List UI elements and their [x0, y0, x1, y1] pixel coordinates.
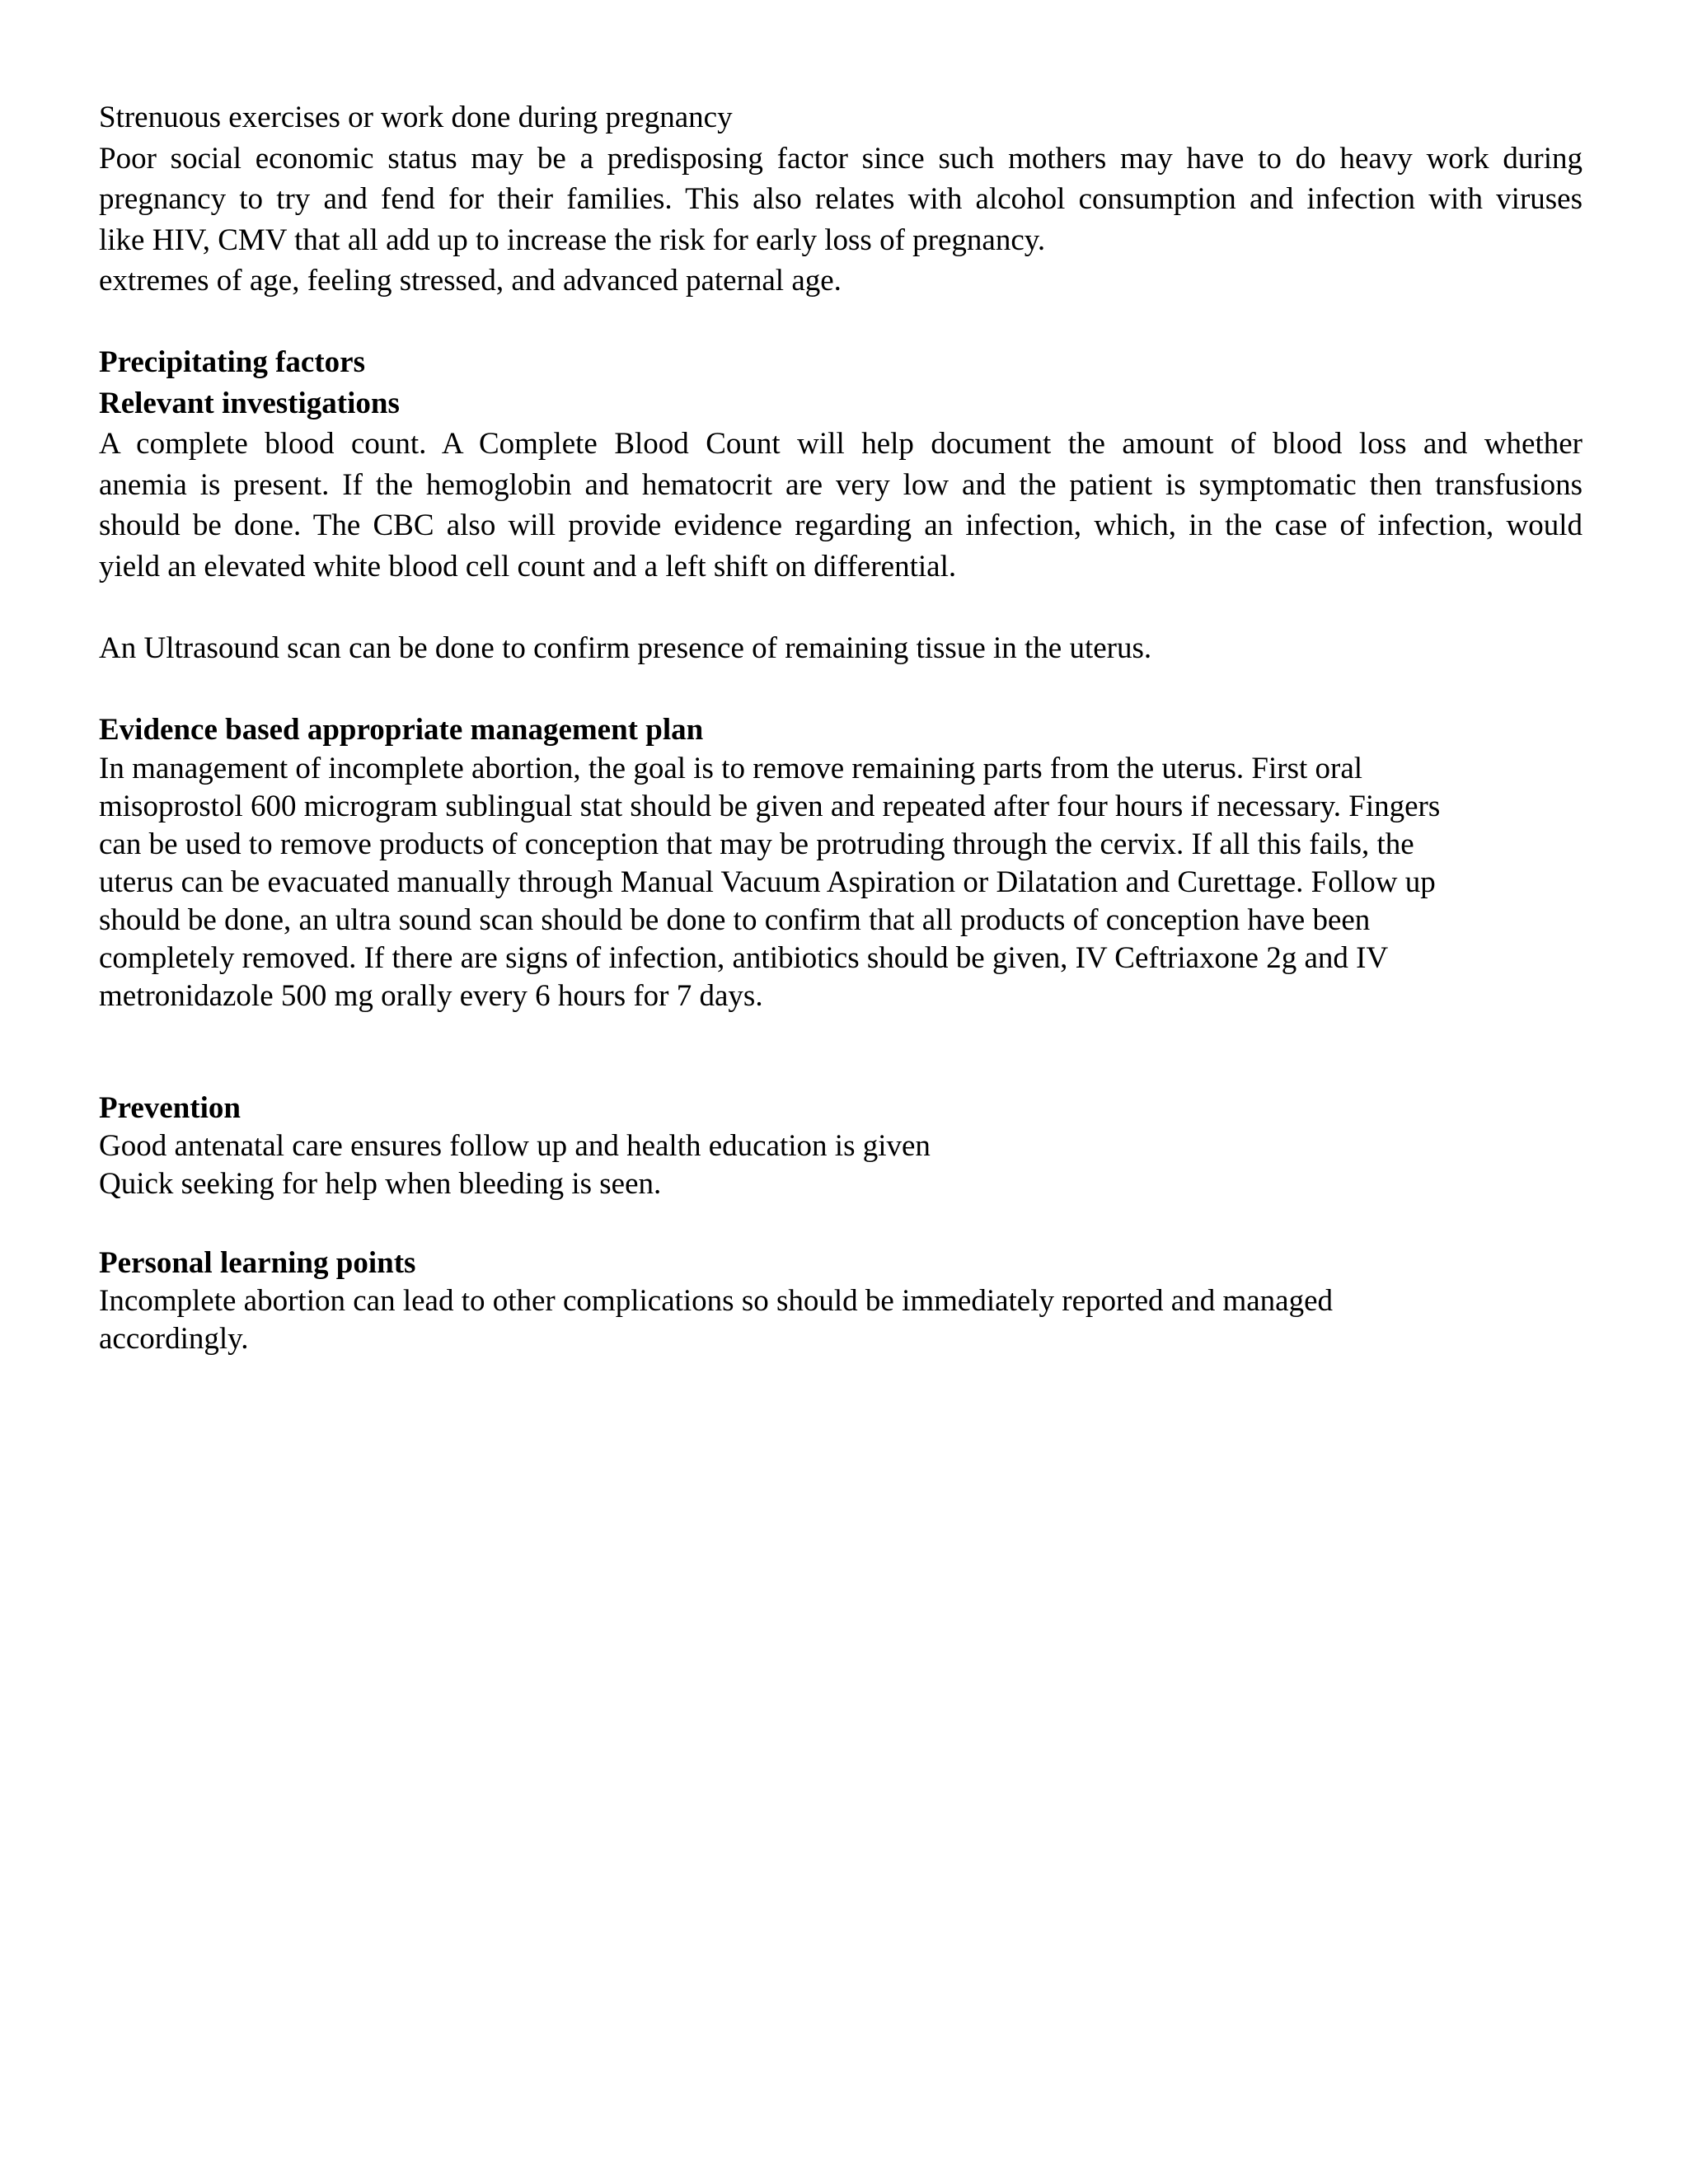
- document-page: [99, 97, 1582, 1358]
- investigations-section: [99, 383, 1582, 669]
- spacer: [99, 668, 1582, 710]
- risk-factors-section: [99, 97, 1582, 302]
- prevention-line-2: Quick seeking for help when bleeding is seen.: [99, 1167, 662, 1201]
- prevention-heading: Prevention: [99, 1091, 241, 1125]
- cbc-line-4: yield an elevated white blood cell count and a left shift on differential.: [99, 549, 957, 583]
- risk-line-3: pregnancy to try and fend for their families. This also relates with alcohol consumption and infection with viruses: [99, 182, 1582, 216]
- risk-line-1: Strenuous exercises or work done during pregnancy: [99, 101, 733, 134]
- management-line-3: can be used to remove products of conception that may be protruding through the cervix. If all this fails, the: [99, 827, 1414, 861]
- spacer: [99, 302, 1582, 343]
- management-line-5: should be done, an ultra sound scan should be done to confirm that all products of conception have been: [99, 903, 1371, 937]
- management-line-4: uterus can be evacuated manually through Manual Vacuum Aspiration or Dilatation and Curettage. Follow up: [99, 865, 1436, 899]
- management-line-6: completely removed. If there are signs of infection, antibiotics should be given, IV Ceftriaxone 2g and IV: [99, 941, 1389, 975]
- ultrasound-line: An Ultrasound scan can be done to confirm presence of remaining tissue in the uterus.: [99, 630, 1152, 665]
- risk-line-2: Poor social economic status may be a predisposing factor since such mothers may have to do heavy work during: [99, 141, 1582, 176]
- cbc-line-3: should be done. The CBC also will provide evidence regarding an infection, which, in the case of infection, would: [99, 509, 1582, 542]
- management-heading: Evidence based appropriate management plan: [99, 712, 704, 747]
- management-line-7: metronidazole 500 mg orally every 6 hours for 7 days.: [99, 979, 763, 1013]
- cbc-line-2: anemia is present. If the hemoglobin and hematocrit are very low and the patient is symptomatic then transfusions: [99, 467, 1582, 502]
- spacer: [99, 1015, 1582, 1090]
- prevention-line-1: Good antenatal care ensures follow up and health education is given: [99, 1129, 931, 1163]
- spacer: [99, 587, 1582, 628]
- learning-line-1: Incomplete abortion can lead to other complications so should be immediately reported and managed: [99, 1283, 1334, 1318]
- risk-line-4: like HIV, CMV that all add up to increase the risk for early loss of pregnancy.: [99, 223, 1046, 257]
- learning-heading: Personal learning points: [99, 1245, 416, 1280]
- learning-points-section: [99, 1244, 1582, 1358]
- investigations-heading: Relevant investigations: [99, 386, 400, 420]
- risk-line-5: extremes of age, feeling stressed, and advanced paternal age.: [99, 264, 842, 298]
- precipitating-factors-heading: Precipitating factors: [99, 345, 365, 379]
- learning-line-2: accordingly.: [99, 1321, 249, 1356]
- management-line-2: misoprostol 600 microgram sublingual stat should be given and repeated after four hours if necessary. Fingers: [99, 790, 1441, 823]
- prevention-section: [99, 1090, 1582, 1203]
- spacer: [99, 1203, 1582, 1244]
- management-line-1: In management of incomplete abortion, the goal is to remove remaining parts from the uterus. First oral: [99, 752, 1363, 785]
- management-section: [99, 710, 1582, 1016]
- cbc-line-1: A complete blood count. A Complete Blood Count will help document the amount of blood loss and whether: [99, 427, 1582, 461]
